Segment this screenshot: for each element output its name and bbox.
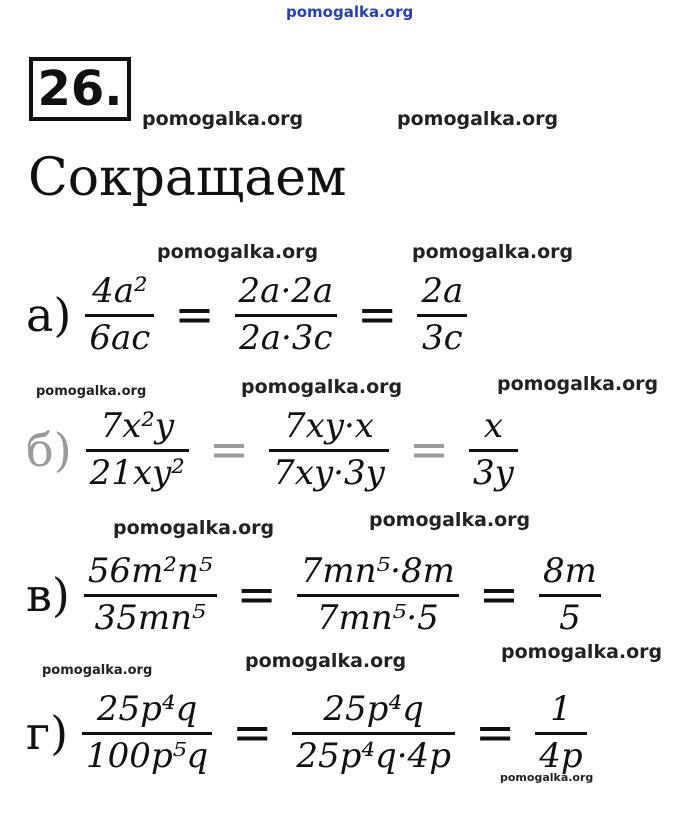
numerator: 8m	[543, 550, 597, 591]
fraction	[82, 688, 212, 776]
numerator: 7xy·x	[283, 405, 374, 446]
watermark: pomogalka.org	[157, 241, 319, 263]
fraction-bar	[292, 732, 455, 735]
equation-a	[26, 270, 467, 360]
equation-label: б)	[26, 423, 72, 477]
fraction	[84, 550, 217, 638]
numerator: 2a	[421, 270, 464, 311]
watermark: pomogalka.org	[500, 771, 594, 784]
fraction	[85, 270, 154, 358]
numerator: 56m²n⁵	[87, 550, 213, 591]
watermark: pomogalka.org	[36, 384, 147, 399]
denominator: 7xy·3y	[273, 452, 385, 493]
fraction	[539, 550, 601, 638]
denominator: 6ac	[89, 317, 151, 358]
denominator: 3c	[422, 317, 463, 358]
fraction-bar	[86, 449, 189, 452]
fraction-bar	[539, 594, 601, 597]
fraction	[269, 405, 389, 493]
fraction-bar	[269, 449, 389, 452]
equals-sign: =	[208, 422, 250, 478]
watermark-top: pomogalka.org	[286, 3, 414, 21]
problem-number: 26.	[29, 57, 131, 121]
equals-sign: =	[478, 567, 520, 623]
equals-sign: =	[357, 287, 398, 343]
denominator: 25p⁴q·4p	[296, 735, 451, 776]
numerator: 25p⁴q	[96, 688, 198, 729]
denominator: 2a·3c	[239, 317, 333, 358]
numerator: 7mn⁵·8m	[300, 550, 455, 591]
equation-d	[26, 688, 587, 778]
watermark: pomogalka.org	[42, 663, 153, 678]
watermark: pomogalka.org	[369, 509, 531, 531]
watermark: pomogalka.org	[397, 108, 559, 130]
denominator: 3y	[473, 452, 514, 493]
numerator: 7x²y	[100, 405, 175, 446]
equation-c	[26, 550, 601, 640]
equals-sign: =	[236, 567, 277, 623]
fraction-bar	[84, 594, 217, 597]
watermark: pomogalka.org	[412, 241, 574, 263]
numerator: x	[483, 405, 504, 446]
watermark: pomogalka.org	[245, 650, 407, 672]
fraction	[417, 270, 467, 358]
numerator: 25p⁴q	[323, 688, 424, 729]
fraction-bar	[535, 732, 586, 735]
equals-sign: =	[174, 287, 215, 343]
equals-sign: =	[474, 705, 516, 761]
equation-label: а)	[26, 288, 72, 342]
fraction-bar	[235, 314, 338, 317]
fraction	[235, 270, 338, 358]
equals-sign: =	[232, 705, 273, 761]
equation-b	[26, 405, 518, 495]
fraction-bar	[82, 732, 212, 735]
fraction	[469, 405, 518, 493]
watermark: pomogalka.org	[501, 641, 663, 663]
denominator: 7mn⁵·5	[316, 597, 439, 638]
watermark: pomogalka.org	[142, 108, 304, 130]
equals-sign: =	[408, 422, 450, 478]
watermark: pomogalka.org	[497, 373, 659, 395]
numerator: 1	[550, 688, 572, 729]
fraction-bar	[469, 449, 518, 452]
denominator: 35mn⁵	[94, 597, 206, 638]
fraction	[292, 688, 455, 776]
equation-label: г)	[26, 706, 69, 760]
fraction-bar	[417, 314, 467, 317]
watermark: pomogalka.org	[241, 376, 403, 398]
watermark: pomogalka.org	[113, 517, 275, 539]
denominator: 100p⁵q	[86, 735, 209, 776]
numerator: 2a·2a	[238, 270, 334, 311]
heading: Сокращаем	[28, 148, 347, 208]
equation-label: в)	[26, 568, 70, 622]
denominator: 21xy²	[89, 452, 185, 493]
denominator: 4p	[539, 735, 583, 776]
numerator: 4a²	[92, 270, 148, 311]
fraction-bar	[85, 314, 154, 317]
fraction-bar	[297, 594, 459, 597]
fraction	[86, 405, 189, 493]
fraction	[297, 550, 459, 638]
fraction	[535, 688, 586, 776]
denominator: 5	[559, 597, 581, 638]
